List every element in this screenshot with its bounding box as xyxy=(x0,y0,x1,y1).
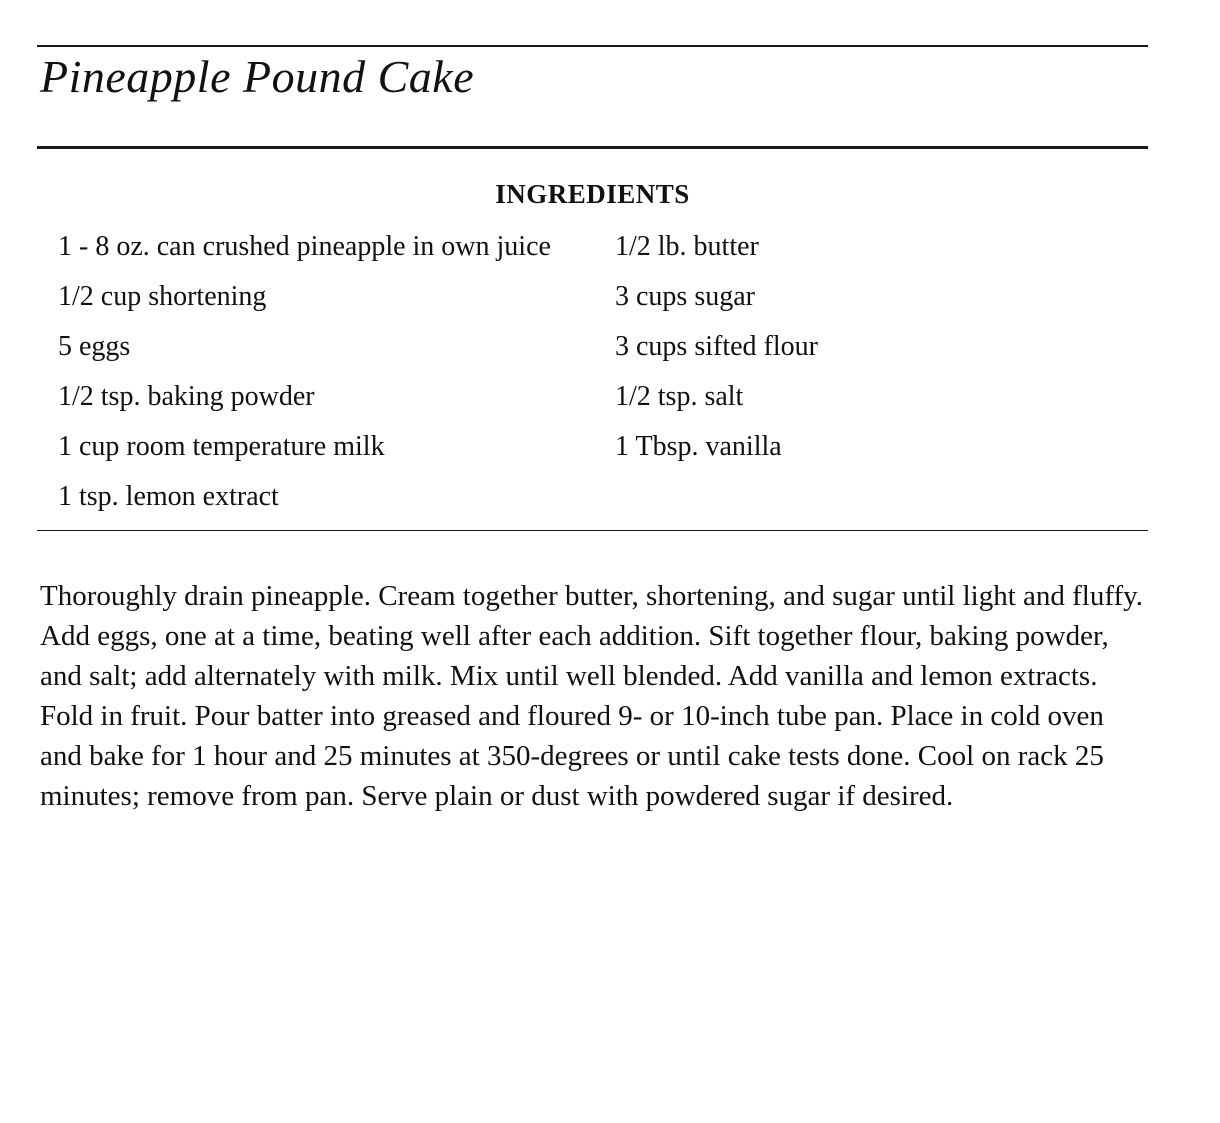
ingredient-row xyxy=(58,378,1148,415)
ingredients-list xyxy=(37,228,1148,515)
ingredient-item: 5 eggs xyxy=(58,330,131,362)
ingredient-item: 1/2 tsp. baking powder xyxy=(58,380,315,412)
ingredient-item: 1/2 cup shortening xyxy=(58,280,267,312)
ingredient-item: 1/2 lb. butter xyxy=(615,230,759,262)
ingredient-item: 1 cup room temperature milk xyxy=(58,430,385,462)
ingredient-row xyxy=(58,278,1148,315)
ingredient-row xyxy=(58,478,1148,515)
ingredient-item: 1/2 tsp. salt xyxy=(615,380,744,412)
ingredient-row xyxy=(58,228,1148,265)
ingredients-heading: INGREDIENTS xyxy=(495,178,690,209)
ingredients-divider xyxy=(37,530,1148,532)
ingredient-row xyxy=(58,428,1148,465)
title-divider xyxy=(37,146,1148,149)
instructions-paragraph: Thoroughly drain pineapple. Cream together butter, shortening, and sugar until light and fluffy. Add eggs, one at a time, beating well after each addition. Sift together flour, baking powder, and salt; add alternately with milk. Mix until well blended. Add vanilla and lemon extracts. Fold in fruit. Pour batter into greased and floured 9- or 10-inch tube pan. Place in cold oven and bake for 1 hour and 25 minutes at 350-degrees or until cake tests done. Cool on rack 25 minutes; remove from pan. Serve plain or dust with powdered sugar if desired. xyxy=(40,580,1143,812)
ingredient-item: 1 - 8 oz. can crushed pineapple in own juice xyxy=(58,230,551,262)
ingredient-item: 3 cups sugar xyxy=(615,280,755,312)
ingredient-row xyxy=(58,328,1148,365)
ingredient-item: 1 Tbsp. vanilla xyxy=(615,430,782,462)
page-title: Pineapple Pound Cake xyxy=(40,50,475,102)
recipe-page xyxy=(0,45,1220,1123)
recipe-content xyxy=(37,45,1148,816)
top-divider xyxy=(37,45,1148,47)
ingredient-item: 1 tsp. lemon extract xyxy=(58,480,279,512)
ingredient-item: 3 cups sifted flour xyxy=(615,330,818,362)
